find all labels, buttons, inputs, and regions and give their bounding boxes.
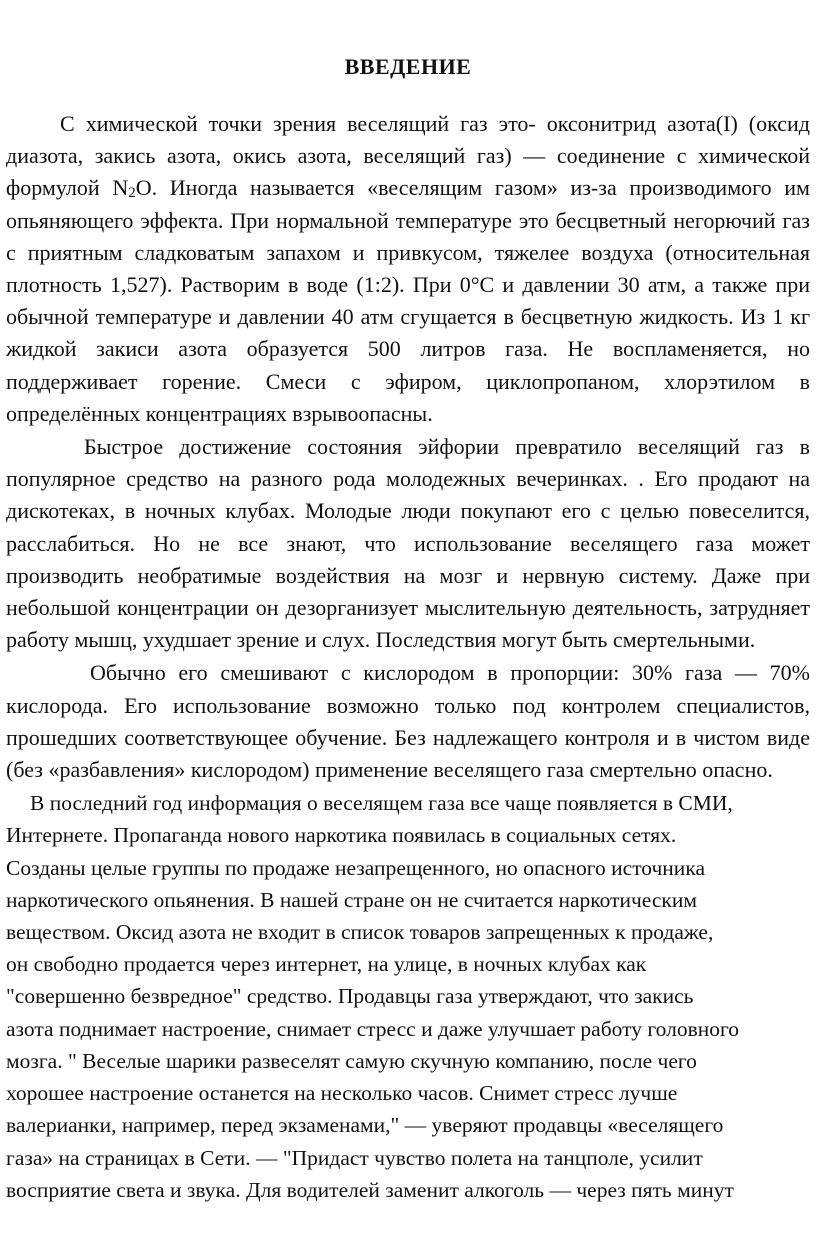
paragraph-media-line: восприятие света и звука. Для водителей заменит алкоголь — через пять минут bbox=[6, 1177, 734, 1202]
paragraph-media-line: наркотического опьянения. В нашей стране он не считается наркотическим bbox=[6, 887, 697, 912]
paragraph-media-line: азота поднимает настроение, снимает стресс и даже улучшает работу головного bbox=[6, 1016, 740, 1041]
paragraph-media-line: В последний год информация о веселящем газа все чаще появляется в СМИ, bbox=[30, 791, 733, 816]
paragraph-media-line: мозга. " Веселые шарики развеселят самую скучную компанию, после чего bbox=[6, 1048, 697, 1073]
paragraph-chemistry bbox=[6, 108, 810, 430]
paragraph-mixing: Обычно его смешивают с кислородом в пропорции: 30% газа — 70% кислорода. Его использование возможно только под контролем специалистов, прошедших соответствующее обучение. Без надлежащего контроля и в чистом виде (без «разбавления» кислородом) применение веселящего газа смертельно опасно. bbox=[6, 660, 810, 783]
paragraph-media-line: "совершенно безвредное" средство. Продавцы газа утверждают, что закись bbox=[6, 984, 694, 1009]
paragraph-chemistry-text-after: O. Иногда называется «веселящим газом» из-за производимого им опьяняющего эффекта. При нормальной температуре это бесцветный негорючий газ с приятным сладковатым запахом и привкусом, тяжелее воздуха (относительная плотность 1,527). Растворим в воде (1:2). При 0°C и давлении 30 атм, а также при обычной температуре и давлении 40 атм сгущается в бесцветную жидкость. Из 1 кг жидкой закиси азота образуется 500 литров газа. Не воспламеняется, но поддерживает горение. Смеси с эфиром, циклопропаном, хлорэтилом в определённых концентрациях взрывоопасны. bbox=[6, 175, 810, 426]
paragraph-media-line: он свободно продается через интернет, на улице, в ночных клубах как bbox=[6, 952, 647, 977]
paragraph-media-line: Интернете. Пропаганда нового наркотика появилась в социальных сетях. bbox=[6, 823, 677, 848]
paragraph-euphoria: Быстрое достижение состояния эйфории превратило веселящий газ в популярное средство на разного рода молодежных вечеринках. . Его продают на дискотеках, в ночных клубах. Молодые люди покупают его с целью повеселится, расслабиться. Но не все знают, что использование веселящего газа может производить необратимые воздействия на мозг и нервную систему. Даже при небольшой концентрации он дезорганизует мыслительную деятельность, затрудняет работу мышц, ухудшает зрение и слух. Последствия могут быть смертельными. bbox=[6, 434, 810, 653]
paragraph-media-line: хорошее настроение останется на несколько часов. Снимет стресс лучше bbox=[6, 1081, 678, 1106]
paragraph-media bbox=[6, 787, 810, 1206]
paragraph-media-line: газа» на страницах в Сети. — "Придаст чувство полета на танцполе, усилит bbox=[6, 1145, 703, 1170]
page-title: ВВЕДЕНИЕ bbox=[344, 54, 472, 79]
formula-subscript: 2 bbox=[128, 185, 136, 202]
paragraph-media-line: валерианки, например, перед экзаменами," — уверяют продавцы «веселящего bbox=[6, 1113, 724, 1138]
paragraph-media-line: Созданы целые группы по продаже незапрещенного, но опасного источника bbox=[6, 855, 705, 880]
paragraph-media-line: веществом. Оксид азота не входит в список товаров запрещенных к продаже, bbox=[6, 920, 714, 945]
paragraph-chemistry-text-before: С химической точки зрения веселящий газ это- оксонитрид азота(I) (оксид диазота, закись азота, окись азота, веселящий газ) — соединение с химической формулой N bbox=[6, 111, 810, 201]
